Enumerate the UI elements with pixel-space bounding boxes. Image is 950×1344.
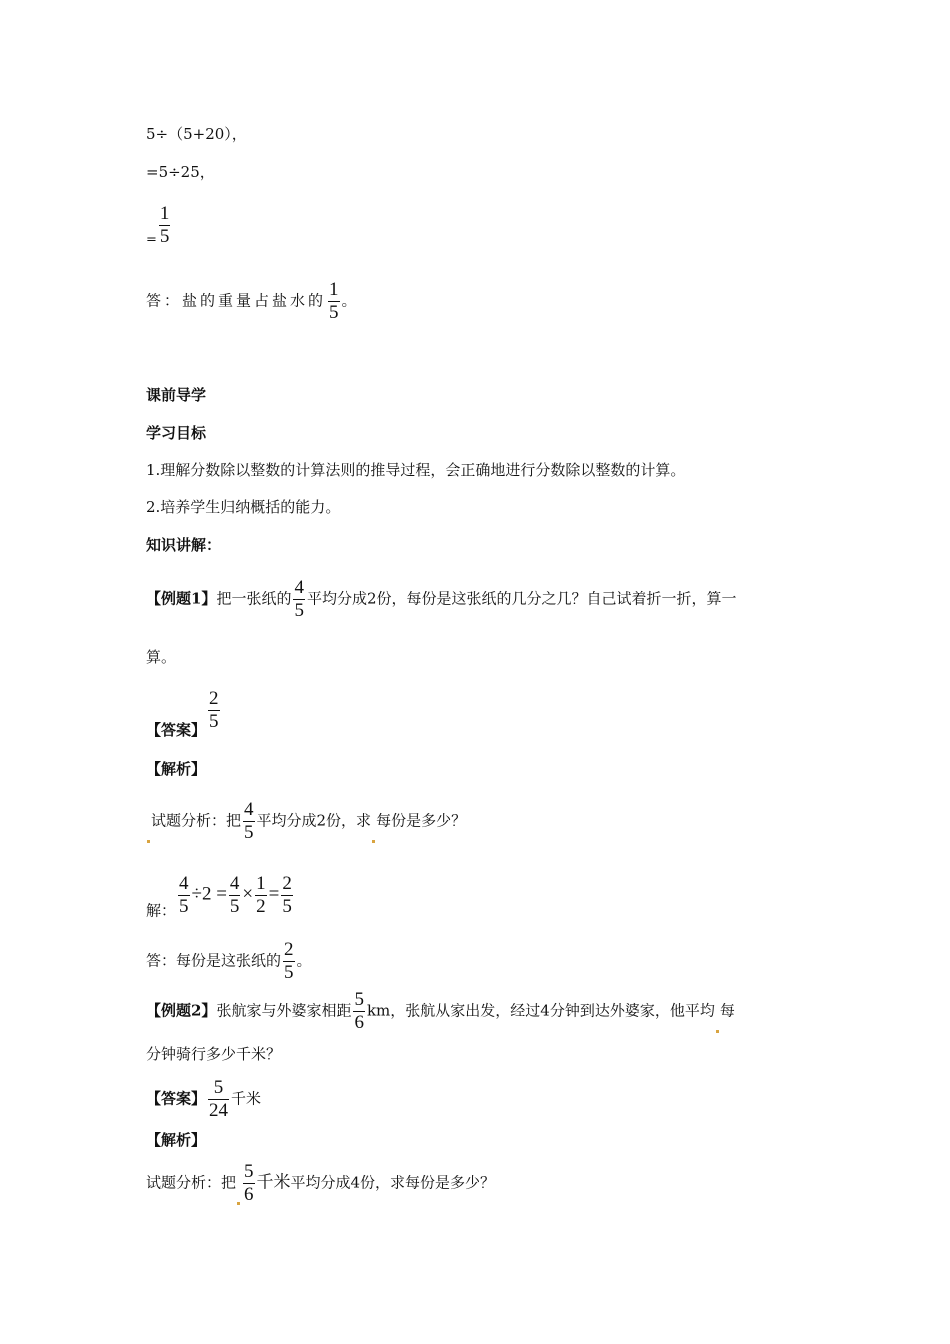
equation-fraction-1 [178,874,190,917]
knowledge-title: 知识讲解： [146,536,222,554]
numerator: 5 [213,1077,224,1098]
denominator: 5 [282,895,292,917]
example-1-solution [146,874,295,918]
example-1-analysis [146,800,466,843]
example-2-text-b2: 每 [719,1001,735,1020]
analysis-text-b: 平均分成4份，求每份是多少？ [290,1173,496,1192]
answer-fraction [208,689,220,732]
example-1-question-cont: 算。 [146,648,177,666]
denominator: 24 [209,1099,229,1121]
final-answer-fraction [283,940,295,983]
answer-label: 【答案】 [146,720,207,739]
numerator: 4 [179,873,189,894]
analysis-fraction [243,1162,255,1205]
denominator: 5 [159,225,170,247]
example-1-analysis-label: 【解析】 [146,760,207,778]
denominator: 5 [284,961,294,983]
denominator: 5 [229,895,240,917]
numerator: 2 [284,939,294,960]
denominator: 6 [354,1011,364,1033]
numerator: 2 [209,688,219,709]
example-1-label: 【例题1】 [146,589,217,608]
denominator: 5 [179,895,189,917]
example-1-answer [146,689,222,738]
example-2-label: 【例题2】 [146,1001,217,1020]
analysis-text-c: 每份是多少？ [376,811,467,830]
example-2-analysis [146,1162,495,1205]
analysis-text-a: 试题分析：把 [151,811,242,830]
period: 。 [341,291,357,310]
numerator: 4 [229,873,240,894]
example-1-fraction [293,578,305,621]
example-2-question-cont: 分钟骑行多少千米？ [146,1045,282,1063]
calc-answer [146,280,357,323]
edit-mark [237,1202,240,1205]
calc-line-3 [146,204,172,247]
calc-answer-text: 答：盐的重量占盐水的 [146,291,327,310]
denominator: 5 [209,710,219,732]
calc-line-2 [146,165,215,180]
edit-mark [147,840,150,843]
equals-sign: = [146,232,157,248]
numerator: 1 [159,203,170,224]
example-1-question [146,578,737,621]
analysis-fraction [243,800,255,843]
equation-fraction-4 [281,874,293,917]
edit-mark [372,840,375,843]
fraction-one-fifth [159,204,171,247]
equation-fraction-2 [229,874,241,917]
calc-line-1-text: 5÷（5+20）， [146,125,247,143]
operator: × [242,883,254,905]
denominator: 2 [256,895,266,917]
example-2-answer [146,1078,261,1121]
denominator: 6 [244,1183,254,1205]
answer-unit: 千米 [231,1089,262,1108]
example-2-fraction [353,990,365,1033]
calc-line-1 [146,127,247,142]
goals-title: 学习目标 [146,424,207,442]
period: 。 [296,951,312,970]
denominator: 5 [294,599,304,621]
example-1-text-b: 平均分成2份，每份是这张纸的几分之几？自己试着折一折，算一 [306,589,737,608]
answer-fraction [328,280,340,323]
analysis-text-b: 平均分成2份，求 [256,811,372,830]
analysis-text-a: 试题分析：把 [146,1173,237,1192]
numerator: 4 [294,577,304,598]
answer-label: 【答案】 [146,1089,207,1108]
calc-line-2-text: =5÷25， [146,163,215,181]
example-2-analysis-label: 【解析】 [146,1131,207,1149]
analysis-unit: 千米 [256,1172,291,1193]
denominator: 5 [244,821,254,843]
example-2-text-b: ，张航从家出发，经过4分钟到达外婆家，他平均 [390,1001,715,1020]
edit-mark [716,1030,719,1033]
operator: ÷2 = [191,883,227,905]
numerator: 4 [244,799,254,820]
numerator: 1 [329,279,339,300]
example-1-text-a: 把一张纸的 [216,589,292,608]
unit-km: km [366,1001,391,1020]
denominator: 5 [329,301,339,323]
section-title: 课前导学 [146,386,207,404]
numerator: 5 [244,1161,254,1182]
goal-1: 1.理解分数除以整数的计算法则的推导过程，会正确地进行分数除以整数的计算。 [146,461,686,479]
goal-2: 2.培养学生归纳概括的能力。 [146,498,341,516]
numerator: 2 [282,873,292,894]
numerator: 1 [256,873,266,894]
example-2-text-a: 张航家与外婆家相距 [216,1001,352,1020]
example-1-final-answer [146,940,312,983]
solve-label: 解： [146,901,177,920]
example-2-question [146,990,735,1033]
numerator: 5 [354,989,364,1010]
final-answer-text: 答：每份是这张纸的 [146,951,282,970]
equation-fraction-3 [255,874,267,917]
operator: = [268,883,280,905]
answer-fraction [208,1078,229,1121]
